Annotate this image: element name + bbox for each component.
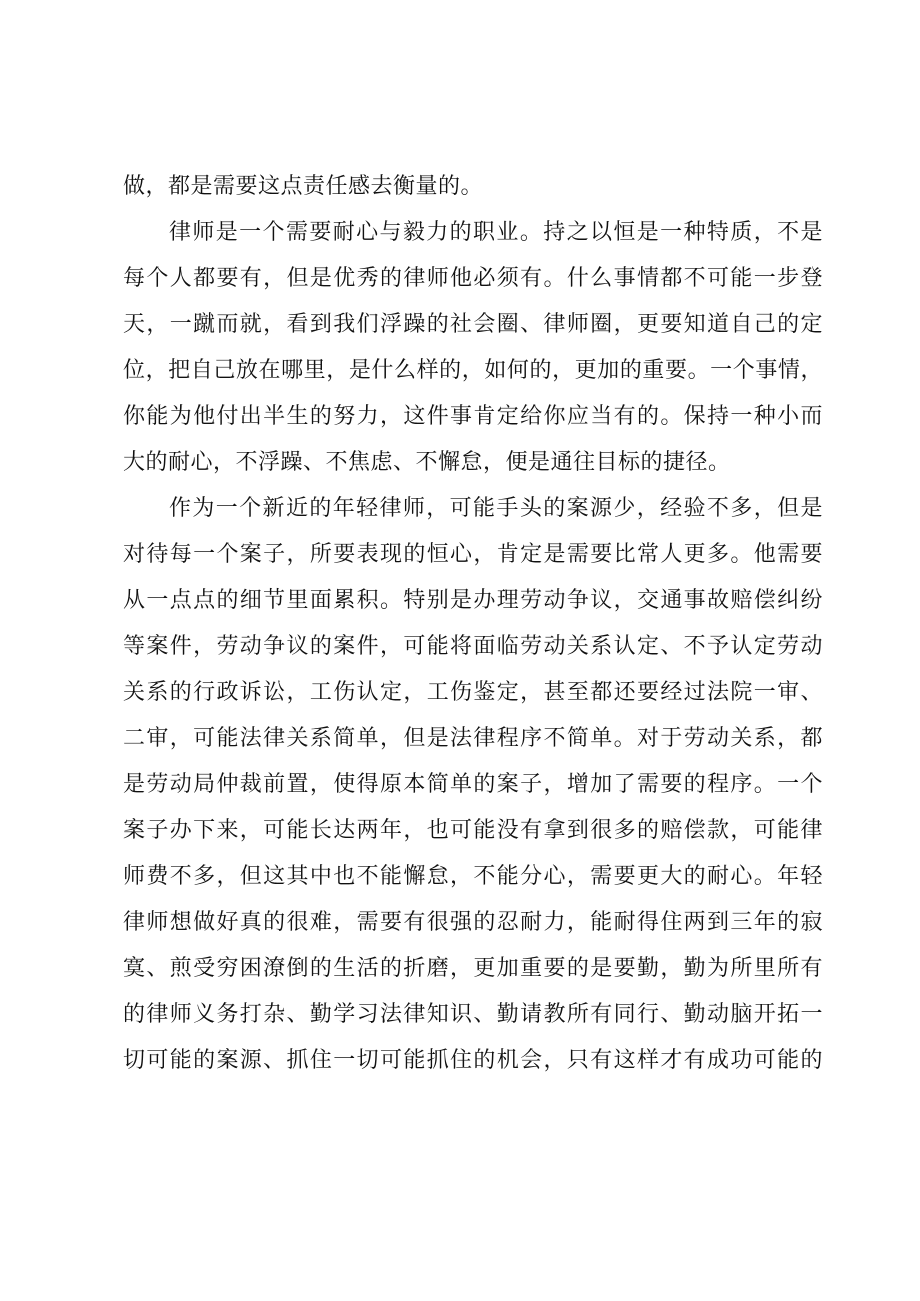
text-line: 等案件，劳动争议的案件，可能将面临劳动关系认定、不予认定劳动 [123, 634, 823, 659]
text-line: 对待每一个案子，所要表现的恒心，肯定是需要比常人更多。他需要 [123, 542, 823, 567]
document-page [123, 164, 823, 1084]
text-line: 你能为他付出半生的努力，这件事肯定给你应当有的。保持一种小而 [123, 404, 823, 429]
paragraph-3 [123, 486, 823, 1084]
text-line: 每个人都要有，但是优秀的律师他必须有。什么事情都不可能一步登 [123, 266, 823, 291]
text-line: 做，都是需要这点责任感去衡量的。 [123, 174, 484, 199]
text-line: 从一点点的细节里面累积。特别是办理劳动争议，交通事故赔偿纠纷 [123, 588, 823, 613]
text-line: 案子办下来，可能长达两年，也可能没有拿到很多的赔偿款，可能律 [123, 818, 823, 843]
text-line: 寞、煎受穷困潦倒的生活的折磨，更加重要的是要勤，勤为所里所有 [123, 956, 823, 981]
text-line: 作为一个新近的年轻律师，可能手头的案源少，经验不多，但是 [169, 496, 823, 521]
text-line: 天，一蹴而就，看到我们浮躁的社会圈、律师圈，更要知道自己的定 [123, 312, 823, 337]
text-line: 师费不多，但这其中也不能懈怠，不能分心，需要更大的耐心。年轻 [123, 864, 823, 889]
text-line: 关系的行政诉讼，工伤认定，工伤鉴定，甚至都还要经过法院一审、 [123, 680, 823, 705]
text-line: 是劳动局仲裁前置，使得原本简单的案子，增加了需要的程序。一个 [123, 772, 823, 797]
text-line: 律师想做好真的很难，需要有很强的忍耐力，能耐得住两到三年的寂 [123, 910, 823, 935]
text-line: 的律师义务打杂、勤学习法律知识、勤请教所有同行、勤动脑开拓一 [123, 1002, 823, 1027]
text-line: 二审，可能法律关系简单，但是法律程序不简单。对于劳动关系，都 [123, 726, 823, 751]
text-line: 切可能的案源、抓住一切可能抓住的机会，只有这样才有成功可能的 [123, 1048, 823, 1073]
text-line: 大的耐心，不浮躁、不焦虑、不懈怠，便是通往目标的捷径。 [123, 450, 731, 475]
paragraph-1 [123, 164, 823, 210]
text-line: 位，把自己放在哪里，是什么样的，如何的，更加的重要。一个事情， [123, 358, 823, 383]
paragraph-2 [123, 210, 823, 486]
text-line: 律师是一个需要耐心与毅力的职业。持之以恒是一种特质，不是 [169, 220, 823, 245]
